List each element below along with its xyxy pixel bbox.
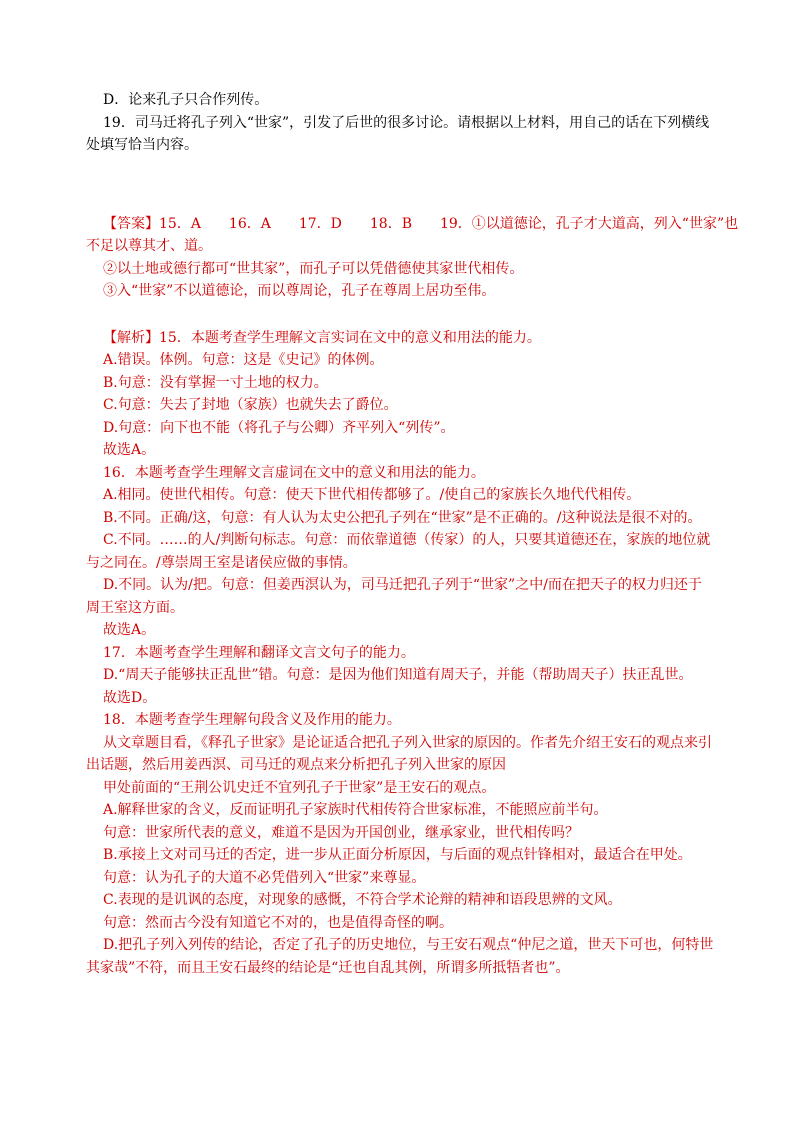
analysis-line: 【解析】15．本题考查学生理解文言实词在文中的意义和用法的能力。 [103,329,541,346]
analysis-line: C.不同。……的人/判断句标志。句意：而依靠道德（传家）的人，只要其道德还在，家族的地位就 [103,532,711,548]
analysis-line: C.句意：失去了封地（家族）也就失去了爵位。 [103,397,398,413]
analysis-line: B.句意：没有掌握一寸土地的权力。 [103,374,328,391]
analysis-line: 18．本题考查学生理解句段含义及作用的能力。 [103,712,401,728]
answer-line-2: 不足以尊其才、道。 [86,238,212,254]
analysis-line: 出话题，然后用姜西溟、司马迁的观点来分析把孔子列入世家的原因 [86,757,506,773]
analysis-line: 故选D。 [103,689,157,706]
question-section [86,89,726,157]
analysis-line: D.“周天子能够扶正乱世”错。句意：是因为他们知道有周天子，并能（帮助周天子）扶正乱世。 [103,667,693,683]
analysis-line: 句意：认为孔子的大道不必凭借列入“世家”来尊显。 [103,869,426,886]
analysis-section [86,327,726,980]
question-19-line-2: 处填写恰当内容。 [86,137,198,153]
analysis-line: 故选A。 [103,442,156,458]
analysis-line: D.句意：向下也不能（将孔子与公卿）齐平列入“列传”。 [103,419,455,436]
analysis-line: C.表现的是讥讽的态度，对现象的感慨，不符合学术论辩的精神和语段思辨的文风。 [103,892,622,908]
analysis-line: 周王室这方面。 [86,599,184,616]
answer-section [86,213,739,303]
analysis-line: A.解释世家的含义，反而证明孔子家族时代相传符合世家标准，不能照应前半句。 [103,802,608,818]
section-spacer [86,157,726,213]
document-body [86,89,739,979]
option-d-text: D．论来孔子只合作列传。 [103,92,269,108]
analysis-line: B.承接上文对司马迁的否定，进一步从正面分析原因，与后面的观点针锋相对，最适合在甲处。 [103,847,692,863]
analysis-line: 从文章题目看，《释孔子世家》是论证适合把孔子列入世家的原因的。作者先介绍王安石的观点来引 [103,734,712,751]
analysis-line: A.相同。使世代相传。句意：使天下世代相传都够了。/使自己的家族长久地代代相传。 [103,487,641,503]
answer-line-4: ③入“世家”不以道德论，而以尊周论，孔子在尊周上居功至伟。 [103,283,496,299]
analysis-line: 16．本题考查学生理解文言虚词在文中的意义和用法的能力。 [103,464,485,481]
analysis-line: 故选A。 [103,622,156,638]
analysis-line: B.不同。正确/这，句意：有人认为太史公把孔子列在“世家”是不正确的。/这种说法是很不对的。 [103,509,702,526]
analysis-line: 其家哉”不符，而且王安石最终的结论是“迁也自乱其例，所谓多所抵牾者也”。 [86,959,570,976]
analysis-line: D.把孔子列入列传的结论，否定了孔子的历史地位，与王安石观点“仲尼之道，世天下可也，何特世 [103,937,714,953]
analysis-line: D.不同。认为/把。句意：但姜西溟认为，司马迁把孔子列于“世家”之中/而在把天子的权力归还于 [103,577,702,593]
analysis-line: 甲处前面的“王荆公讥史迁不宜列孔子于世家”是王安石的观点。 [103,779,496,796]
analysis-line: A.错误。体例。句意：这是《史记》的体例。 [103,352,384,368]
answer-line-1: 【答案】15．A 16．A 17．D 18．B 19．①以道德论，孔子才大道高，列入“世家”也 [103,215,739,232]
analysis-line: 与之同在。/尊崇周王室是诸侯应做的事情。 [86,554,357,571]
analysis-line: 句意：然而古今没有知道它不对的，也是值得奇怪的啊。 [103,914,453,931]
section-spacer [86,303,726,327]
question-19-line-1: 19．司马迁将孔子列入“世家”，引发了后世的很多讨论。请根据以上材料，用自己的话在下列横线 [103,114,710,131]
answer-line-3: ②以土地或德行都可“世其家”，而孔子可以凭借德使其家世代相传。 [103,260,524,277]
analysis-line: 17．本题考查学生理解和翻译文言文句子的能力。 [103,644,415,661]
analysis-line: 句意：世家所代表的意义，难道不是因为开国创业，继承家业，世代相传吗？ [103,824,579,841]
